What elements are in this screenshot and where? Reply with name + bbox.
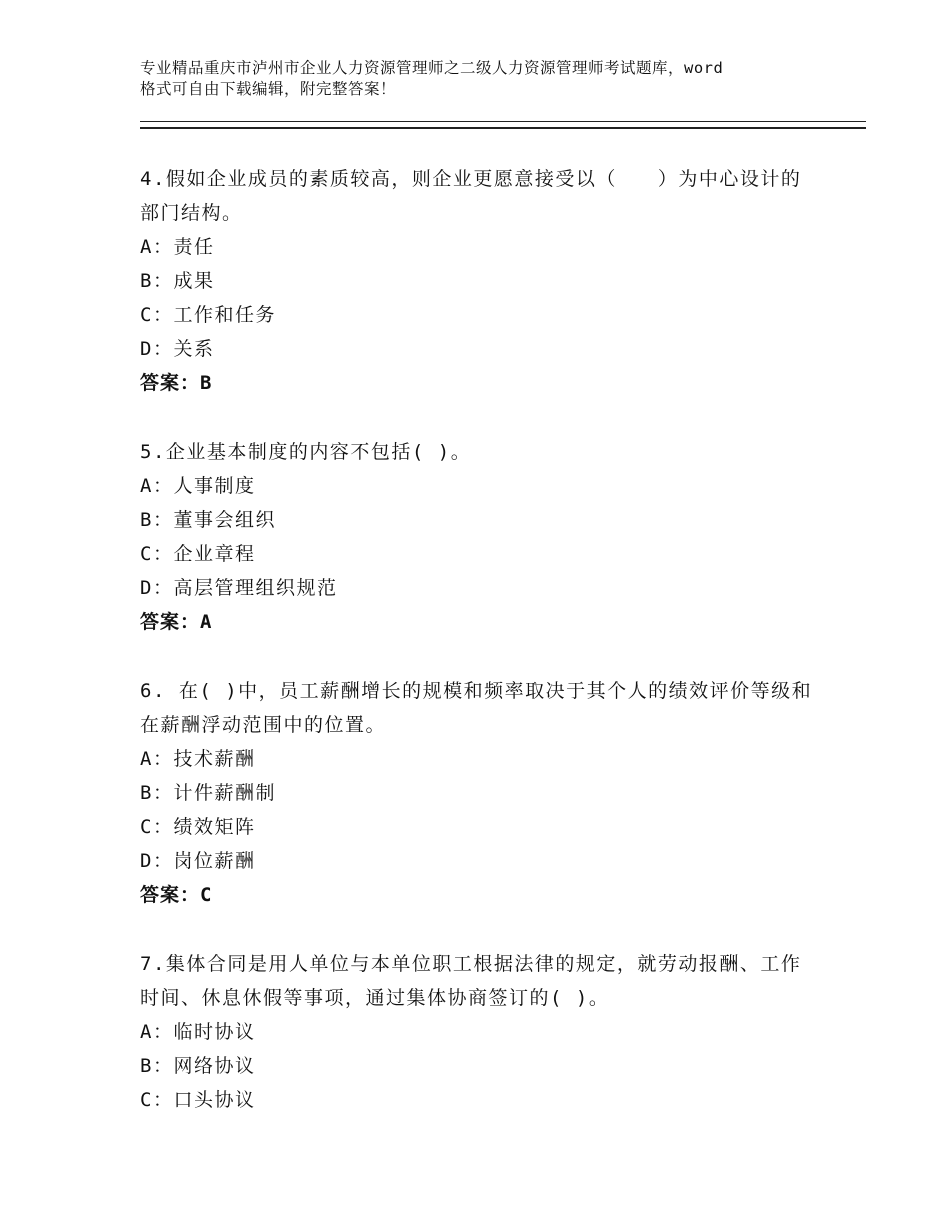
option-d: D：高层管理组织规范 — [140, 577, 338, 599]
option-c: C：口头协议 — [140, 1089, 256, 1111]
option-d: D：岗位薪酬 — [140, 850, 256, 872]
header-title-line-2: 格式可自由下载编辑，附完整答案！ — [140, 80, 397, 98]
option-c: C：绩效矩阵 — [140, 816, 256, 838]
option-a: A：技术薪酬 — [140, 748, 256, 770]
question-stem: 4.假如企业成员的素质较高，则企业更愿意接受以（ ）为中心设计的部门结构。 — [140, 168, 802, 224]
option-a: A：临时协议 — [140, 1021, 256, 1043]
answer-label: 答案：A — [140, 611, 213, 633]
option-a: A：人事制度 — [140, 475, 256, 497]
answer-label: 答案：C — [140, 884, 213, 906]
question-5 — [140, 435, 820, 639]
document-header — [140, 58, 840, 100]
option-b: B：计件薪酬制 — [140, 782, 276, 804]
question-7 — [140, 947, 820, 1117]
question-4 — [140, 162, 820, 400]
question-stem: 5.企业基本制度的内容不包括( )。 — [140, 441, 472, 463]
question-stem: 7.集体合同是用人单位与本单位职工根据法律的规定，就劳动报酬、工作时间、休息休假等事项，通过集体协商签订的( )。 — [140, 953, 802, 1009]
answer-label: 答案：B — [140, 372, 213, 394]
option-b: B：网络协议 — [140, 1055, 256, 1077]
option-c: C：企业章程 — [140, 543, 256, 565]
option-c: C：工作和任务 — [140, 304, 276, 326]
question-stem: 6. 在( )中，员工薪酬增长的规模和频率取决于其个人的绩效评价等级和在薪酬浮动范围中的位置。 — [140, 680, 813, 736]
option-d: D：关系 — [140, 338, 215, 360]
question-6 — [140, 674, 820, 912]
option-a: A：责任 — [140, 236, 215, 258]
header-divider — [140, 121, 866, 129]
option-b: B：成果 — [140, 270, 215, 292]
option-b: B：董事会组织 — [140, 509, 276, 531]
header-title-line-1: 专业精品重庆市泸州市企业人力资源管理师之二级人力资源管理师考试题库，word — [140, 59, 724, 77]
